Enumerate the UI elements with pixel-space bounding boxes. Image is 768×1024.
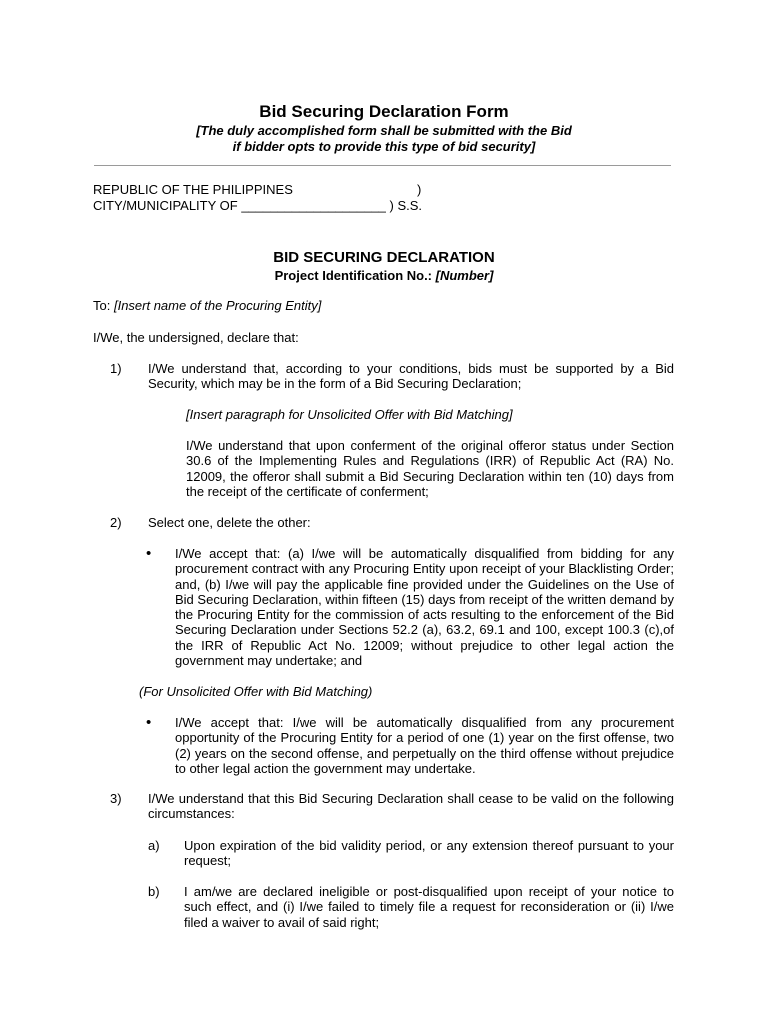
item2-unsolicited-note: (For Unsolicited Offer with Bid Matching) [139, 684, 373, 699]
project-id-line [0, 268, 768, 283]
jurat-republic: REPUBLIC OF THE PHILIPPINES [93, 182, 293, 197]
item2-text: Select one, delete the other: [148, 515, 311, 530]
jurat-city: CITY/MUNICIPALITY OF ____________________ ) S.S. [93, 198, 423, 213]
form-title: Bid Securing Declaration Form [259, 102, 509, 121]
item3-sub-a-text: Upon expiration of the bid validity period, or any extension thereof pursuant to your request; [184, 838, 674, 869]
form-subtitle-line1: [The duly accomplished form shall be submitted with the Bid [196, 123, 572, 138]
to-value: [Insert name of the Procuring Entity] [113, 298, 322, 313]
item2-bullet2-text: I/We accept that: I/we will be automatically disqualified from any procurement opportunity of the Procuring Entity for a period of one (1) year on the first offense, two (2) years on the second offense, and perpetually on the third offense without prejudice to other legal action the government may undertake. [175, 715, 674, 776]
item2-number: 2) [110, 515, 122, 530]
item3-number: 3) [110, 791, 122, 806]
to-line [93, 298, 321, 314]
project-id-value: [Number] [435, 268, 494, 283]
item1-insert-note: [Insert paragraph for Unsolicited Offer with Bid Matching] [186, 407, 513, 422]
item1-sub-text: I/We understand that upon conferment of the original offeror status under Section 30.6 of the Implementing Rules and Regulations (IRR) of Republic Act (RA) No. 12009, the offeror shall submit a Bid Securing Declaration within ten (10) days from the receipt of the certificate of conferment; [186, 438, 674, 499]
item1-text: I/We understand that, according to your conditions, bids must be supported by a Bid Security, which may be in the form of a Bid Securing Declaration; [148, 361, 674, 392]
jurat-paren: ) [417, 182, 422, 197]
intro-text: I/We, the undersigned, declare that: [93, 330, 299, 345]
bullet-icon: • [146, 545, 152, 562]
declaration-title: BID SECURING DECLARATION [273, 249, 495, 266]
header-divider [94, 165, 671, 166]
form-subtitle-line2: if bidder opts to provide this type of bid security] [232, 139, 536, 154]
item1-number: 1) [110, 361, 122, 376]
project-id-label: Project Identification No.: [274, 268, 436, 283]
item3-sub-a-label: a) [148, 838, 160, 853]
item3-sub-b-text: I am/we are declared ineligible or post-disqualified upon receipt of your notice to such effect, and (i) I/we failed to timely file a request for reconsideration or (ii) I/we filed a waiver to avail of said right; [184, 884, 674, 930]
item3-sub-b-label: b) [148, 884, 160, 899]
to-label: To: [93, 298, 114, 313]
bullet-icon: • [146, 714, 152, 731]
item3-text: I/We understand that this Bid Securing Declaration shall cease to be valid on the following circumstances: [148, 791, 674, 822]
item2-bullet1-text: I/We accept that: (a) I/we will be automatically disqualified from bidding for any procurement contract with any Procuring Entity upon receipt of your Blacklisting Order; and, (b) I/we will pay the applicable fine provided under the Guidelines on the Use of Bid Securing Declaration, within fifteen (15) days from receipt of the written demand by the Procuring Entity for the commission of acts resulting to the enforcement of the Bid Securing Declaration under Sections 52.2 (a), 63.2, 69.1 and 100, except 100.3 (c),of the IRR of Republic Act No. 12009; without prejudice to other legal action the government may undertake; and [175, 546, 674, 669]
